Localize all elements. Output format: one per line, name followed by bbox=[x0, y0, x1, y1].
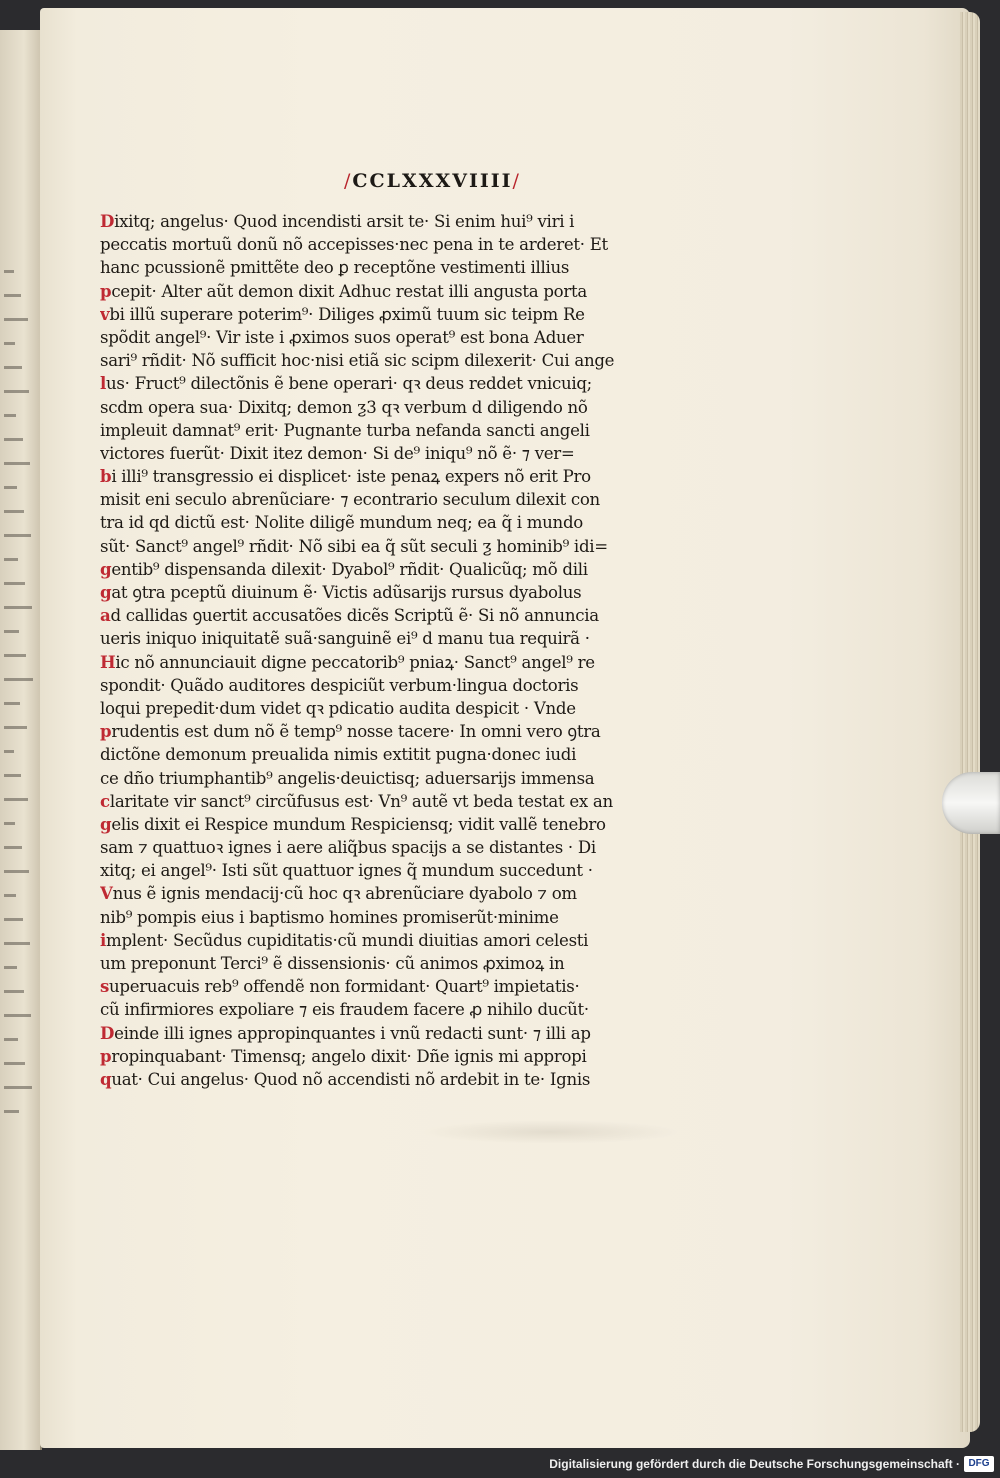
line-rest: mplent· Secũdus cupiditatis·cũ mundi diuitias amori celesti bbox=[106, 930, 589, 950]
left-page-text-fragment bbox=[4, 558, 18, 561]
left-page-text-fragment bbox=[4, 510, 24, 513]
left-page-text-fragment bbox=[4, 774, 21, 777]
rubric-initial: g bbox=[100, 558, 112, 579]
left-page-text-fragment bbox=[4, 1014, 31, 1017]
left-page-text-fragment bbox=[4, 534, 31, 537]
text-line: sari⁹ rñdit· Nõ sufficit hoc·nisi etiã sic scipm dilexerit· Cui ange bbox=[100, 351, 615, 371]
text-line bbox=[100, 1068, 660, 1091]
rubric-initial: i bbox=[100, 929, 107, 950]
line-rest: uat· Cui angelus· Quod nõ accendisti nõ ardebit in te· Ignis bbox=[111, 1069, 591, 1089]
text-line bbox=[100, 465, 660, 488]
left-page-text-fragment bbox=[4, 270, 14, 273]
text-line bbox=[100, 604, 660, 627]
folio-text: CCLXXXVIIII bbox=[352, 170, 513, 192]
line-rest: rudentis est dum nõ ẽ temp⁹ nosse tacere· In omni vero ꝯtra bbox=[111, 722, 601, 742]
text-line: hanc pcussionẽ pmittẽte deo ꝑ receptõne vestimenti illius bbox=[100, 258, 570, 278]
text-line bbox=[100, 303, 660, 326]
folio-slash-right: / bbox=[512, 170, 521, 192]
left-page-text-fragment bbox=[4, 870, 29, 873]
rubric-initial: l bbox=[100, 373, 107, 394]
rubric-initial: D bbox=[100, 1022, 115, 1043]
left-page-text-fragment bbox=[4, 486, 17, 489]
text-line bbox=[100, 1022, 660, 1045]
text-line: cũ infirmiores expoliare ⁊ eis fraudem facere ꝓ nihilo ducũt· bbox=[100, 1000, 589, 1020]
text-line bbox=[100, 210, 660, 233]
left-page-text-fragment bbox=[4, 1038, 18, 1041]
left-page-text-fragment bbox=[4, 294, 21, 297]
page-stain bbox=[420, 1120, 680, 1144]
text-line: misit eni seculo abrenũciare· ⁊ econtrario seculum dilexit con bbox=[100, 490, 600, 510]
text-line bbox=[100, 790, 660, 813]
text-line: spondit· Quãdo auditores despiciũt verbum·lingua doctoris bbox=[100, 675, 579, 695]
text-line bbox=[100, 651, 660, 674]
dfg-logo: DFG bbox=[964, 1456, 994, 1472]
left-page-text-fragment bbox=[4, 414, 16, 417]
text-line bbox=[100, 882, 660, 905]
text-line: impleuit damnat⁹ erit· Pugnante turba nefanda sancti angeli bbox=[100, 420, 590, 440]
footer-credit: Digitalisierung gefördert durch die Deutsche Forschungsgemeinschaft · bbox=[549, 1457, 960, 1471]
left-page-text-fragment bbox=[4, 798, 28, 801]
rubric-initial: g bbox=[100, 582, 112, 602]
line-rest: i illi⁹ transgressio ei displicet· iste penaꝝ expers nõ erit Pro bbox=[111, 467, 591, 487]
text-line: victores fuerũt· Dixit itez demon· Si de⁹ iniqu⁹ nõ ẽ· ⁊ ver= bbox=[100, 443, 575, 463]
line-rest: elis dixit ei Respice mundum Respiciensq; vidit vallẽ tenebro bbox=[111, 814, 606, 834]
left-page-text-fragment bbox=[4, 582, 25, 585]
footer-bar bbox=[0, 1452, 1000, 1478]
text-line bbox=[100, 813, 660, 836]
text-line bbox=[100, 720, 660, 743]
line-rest: ic nõ annunciauit digne peccatorib⁹ pniaꝝ· Sanct⁹ angel⁹ re bbox=[115, 652, 595, 672]
left-page-text-fragment bbox=[4, 390, 29, 393]
line-rest: us· Fruct⁹ dilectõnis ẽ bene operari· qꝛ deus reddet vnicuiq; bbox=[106, 374, 592, 394]
rubric-initial: p bbox=[100, 1045, 112, 1066]
text-line bbox=[100, 280, 660, 303]
line-rest: uperuacuis reb⁹ offendẽ non formidant· Quart⁹ impietatis· bbox=[109, 977, 580, 997]
text-line: ueris iniquo iniquitatẽ suã·sanguinẽ ei⁹ d manu tua requirã · bbox=[100, 629, 590, 649]
rubric-initial: s bbox=[100, 976, 110, 997]
text-line bbox=[100, 975, 660, 998]
page-clip bbox=[942, 772, 1000, 834]
left-page-text-fragment bbox=[4, 1110, 19, 1113]
left-page-text-fragment bbox=[4, 606, 32, 609]
text-line: spõdit angel⁹· Vir iste i ꝓximos suos operat⁹ est bona Aduer bbox=[100, 327, 584, 347]
left-page-text-fragment bbox=[4, 966, 17, 969]
left-page-text-fragment bbox=[4, 1062, 25, 1065]
text-line: um preponunt Terci⁹ ẽ dissensionis· cũ animos ꝓximoꝝ in bbox=[100, 954, 565, 973]
text-line: tra id qd dictũ est· Nolite diligẽ mundum neq; ea q̃ i mundo bbox=[100, 513, 583, 533]
left-page-text-fragment bbox=[4, 318, 28, 321]
left-page-text-fragment bbox=[4, 630, 19, 633]
left-page-edge bbox=[0, 30, 42, 1450]
text-line: nib⁹ pompis eius i baptismo homines promiserũt·minime bbox=[100, 907, 559, 927]
folio-slash-left: / bbox=[344, 170, 353, 192]
rubric-initial: p bbox=[100, 721, 112, 742]
line-rest: at ꝯtra pceptũ diuinum ẽ· Victis adũsarijs rursus dyabolus bbox=[111, 583, 582, 602]
left-page-text-fragment bbox=[4, 990, 24, 993]
text-line: dictõne demonum preualida nimis extitit pugna·donec iudi bbox=[100, 745, 577, 765]
rubric-initial: c bbox=[100, 790, 110, 811]
folio-number bbox=[344, 170, 521, 192]
rubric-initial: p bbox=[100, 280, 112, 301]
line-rest: laritate vir sanct⁹ circũfusus est· Vn⁹ autẽ vt beda testat ex an bbox=[109, 791, 613, 811]
left-page-text-fragment bbox=[4, 366, 22, 369]
line-rest: d callidas ꝯuertit accusatões dicẽs Scriptũ ẽ· Si nõ annuncia bbox=[110, 606, 599, 626]
text-line bbox=[100, 929, 660, 952]
rubric-initial: q bbox=[100, 1068, 112, 1089]
left-page-text-fragment bbox=[4, 702, 20, 705]
left-page-text-fragment bbox=[4, 462, 30, 465]
text-line bbox=[100, 372, 660, 395]
text-line: ce dño triumphantib⁹ angelis·deuictisq; aduersarijs immensa bbox=[100, 768, 595, 788]
line-rest: cepit· Alter aũt demon dixit Adhuc restat illi angusta porta bbox=[111, 281, 587, 301]
left-page-text-fragment bbox=[4, 894, 16, 897]
left-page-text-fragment bbox=[4, 846, 22, 849]
line-rest: einde illi ignes appropinquantes i vnũ redacti sunt· ⁊ illi ap bbox=[114, 1023, 591, 1043]
text-line: sũt· Sanct⁹ angel⁹ rñdit· Nõ sibi ea q̃ sũt seculi ƺ hominib⁹ idi= bbox=[100, 536, 608, 556]
rubric-initial: H bbox=[100, 651, 116, 672]
rubric-initial: b bbox=[100, 466, 112, 487]
rubric-initial: a bbox=[100, 605, 111, 626]
left-page-text-fragment bbox=[4, 750, 14, 753]
left-page-text-fragment bbox=[4, 822, 15, 825]
line-rest: ixitq; angelus· Quod incendisti arsit te· Si enim hui⁹ viri i bbox=[114, 212, 575, 231]
left-page-text-fragment bbox=[4, 654, 26, 657]
text-column bbox=[100, 210, 660, 1091]
left-page-text-fragment bbox=[4, 678, 33, 681]
text-line: peccatis mortuũ donũ nõ accepisses·nec pena in te arderet· Et bbox=[100, 235, 608, 255]
text-line: xitq; ei angel⁹· Isti sũt quattuor ignes q̃ mundum succedunt · bbox=[100, 861, 593, 881]
text-line bbox=[100, 581, 660, 604]
page-stack-edge bbox=[960, 12, 980, 1432]
left-page-text-fragment bbox=[4, 342, 15, 345]
text-line: scdm opera sua· Dixitq; demon ƺ3 qꝛ verbum d diligendo nõ bbox=[100, 397, 588, 417]
rubric-initial: g bbox=[100, 813, 112, 834]
left-page-text-fragment bbox=[4, 726, 27, 729]
line-rest: nus ẽ ignis mendacij·cũ hoc qꝛ abrenũciare dyabolo ⁊ om bbox=[112, 884, 577, 904]
rubric-initial: V bbox=[100, 883, 113, 904]
text-line: sam ⁊ quattuoꝛ ignes i aere aliq̃bus spacijs a se distantes · Di bbox=[100, 838, 596, 858]
line-rest: bi illũ superare poterim⁹· Diliges ꝓximũ tuum sic teipm Re bbox=[109, 304, 585, 324]
text-line bbox=[100, 1045, 660, 1068]
left-page-text-fragment bbox=[4, 1086, 32, 1089]
rubric-initial: D bbox=[100, 211, 115, 231]
line-rest: entib⁹ dispensanda dilexit· Dyabol⁹ rñdit· Qualicũq; mõ dili bbox=[111, 559, 588, 579]
text-line bbox=[100, 558, 660, 581]
text-line: loqui prepedit·dum videt qꝛ pdicatio audita despicit · Vnde bbox=[100, 698, 576, 718]
left-page-text-fragment bbox=[4, 918, 23, 921]
rubric-initial: v bbox=[100, 303, 110, 324]
line-rest: ropinquabant· Timensq; angelo dixit· Dñe ignis mi appropi bbox=[111, 1046, 587, 1066]
left-page-text-fragment bbox=[4, 438, 23, 441]
left-page-text-fragment bbox=[4, 942, 30, 945]
